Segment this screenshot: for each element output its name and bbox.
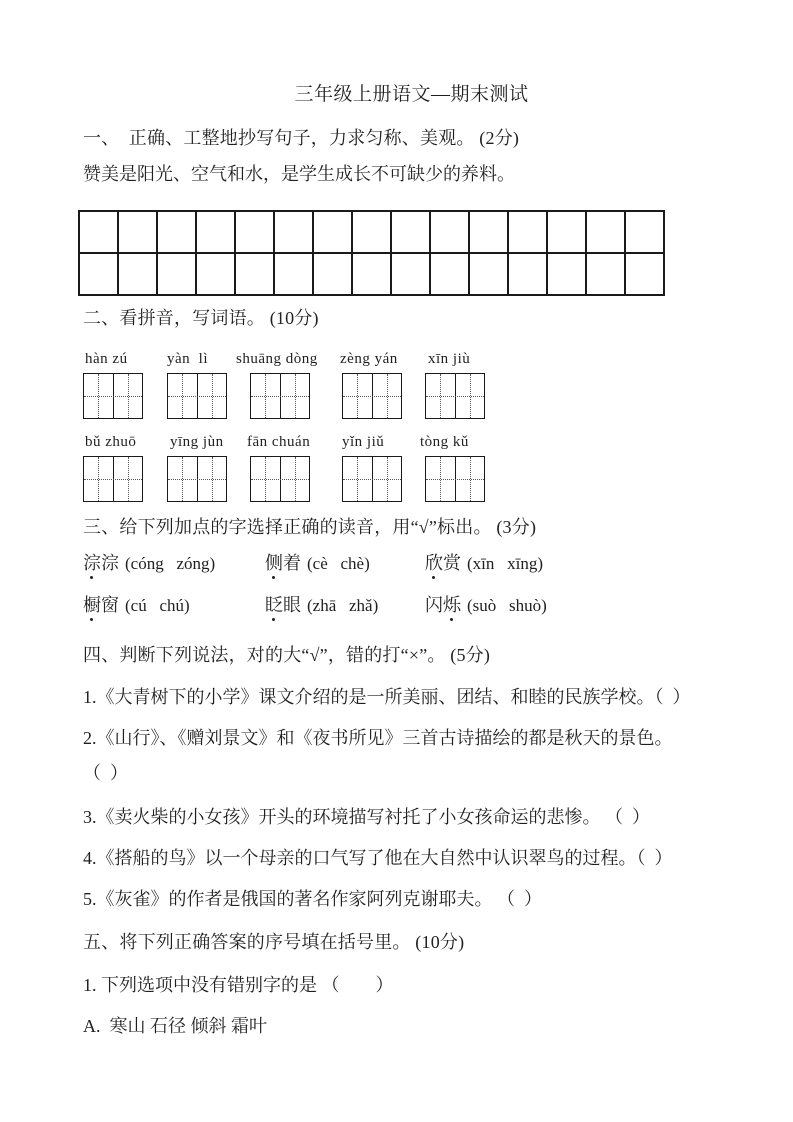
writing-cell bbox=[456, 374, 485, 418]
writing-boxes-row-2 bbox=[83, 456, 740, 503]
dotted-character: 烁 bbox=[443, 595, 461, 615]
copy-cell bbox=[118, 253, 157, 295]
writing-boxes-row-1 bbox=[83, 373, 740, 420]
writing-cell bbox=[168, 374, 198, 418]
writing-cell bbox=[373, 374, 402, 418]
true-false-item-1: 1.《大青树下的小学》课文介绍的是一所美丽、团结、和睦的民族学校。（ ） bbox=[83, 687, 691, 707]
sentence-copy-grid bbox=[78, 210, 665, 296]
pronunciation-options: (cú chú) bbox=[125, 596, 190, 615]
page-title: 三年级上册语文—期末测试 bbox=[294, 84, 529, 105]
pinyin-writing-box bbox=[83, 373, 143, 419]
copy-cell bbox=[79, 211, 118, 253]
copy-cell bbox=[508, 253, 547, 295]
writing-cell bbox=[84, 457, 114, 501]
writing-cell bbox=[114, 374, 143, 418]
target-word: 闪烁 bbox=[425, 595, 461, 615]
dotted-character: 欣 bbox=[425, 553, 443, 573]
copy-cell bbox=[430, 253, 469, 295]
target-word: 侧着 bbox=[265, 553, 301, 573]
pinyin-label: yīng jùn bbox=[170, 434, 224, 450]
target-word: 眨眼 bbox=[265, 595, 301, 615]
pronunciation-options: (suò shuò) bbox=[467, 596, 547, 615]
copy-cell bbox=[196, 253, 235, 295]
pinyin-writing-box bbox=[167, 456, 227, 502]
phonetic-item bbox=[425, 551, 543, 575]
pinyin-label: yǐn jiǔ bbox=[342, 434, 385, 450]
writing-cell bbox=[373, 457, 402, 501]
writing-cell bbox=[343, 374, 373, 418]
writing-cell bbox=[426, 374, 456, 418]
section1-heading: 一、 正确、工整地抄写句子，力求匀称、美观。 (2分) bbox=[83, 128, 520, 148]
writing-cell bbox=[456, 457, 485, 501]
writing-cell bbox=[198, 374, 227, 418]
copy-cell bbox=[625, 253, 664, 295]
pinyin-label: fān chuán bbox=[247, 434, 311, 450]
pinyin-label: hàn zú bbox=[85, 351, 128, 367]
phonetic-row-1 bbox=[83, 551, 740, 577]
pinyin-writing-box bbox=[342, 456, 402, 502]
writing-cell bbox=[281, 374, 310, 418]
true-false-item-2-answer-blank: （ ） bbox=[83, 763, 128, 783]
pinyin-writing-box bbox=[425, 456, 485, 502]
writing-cell bbox=[281, 457, 310, 501]
true-false-item-3: 3.《卖火柴的小女孩》开头的环境描写衬托了小女孩命运的悲惨。 （ ） bbox=[83, 807, 650, 827]
true-false-item-5: 5.《灰雀》的作者是俄国的著名作家阿列克谢耶夫。 （ ） bbox=[83, 889, 542, 909]
writing-cell bbox=[251, 374, 281, 418]
choice-option-a: A. 寒山 石径 倾斜 霜叶 bbox=[83, 1016, 267, 1036]
copy-cell bbox=[79, 253, 118, 295]
pinyin-label: shuāng dòng bbox=[236, 351, 318, 367]
phonetic-item bbox=[425, 593, 547, 617]
pinyin-label: zèng yán bbox=[340, 351, 398, 367]
section2-heading: 二、看拼音，写词语。 (10分) bbox=[83, 308, 319, 328]
copy-cell bbox=[157, 253, 196, 295]
writing-cell bbox=[114, 457, 143, 501]
true-false-item-4: 4.《搭船的鸟》以一个母亲的口气写了他在大自然中认识翠鸟的过程。（ ） bbox=[83, 848, 673, 868]
copy-cell bbox=[118, 211, 157, 253]
pinyin-writing-box bbox=[250, 373, 310, 419]
writing-cell bbox=[343, 457, 373, 501]
target-word: 欣赏 bbox=[425, 553, 461, 573]
copy-cell bbox=[196, 211, 235, 253]
pronunciation-options: (cè chè) bbox=[307, 554, 370, 573]
copy-cell bbox=[352, 253, 391, 295]
copy-cell bbox=[313, 253, 352, 295]
dotted-character: 侧 bbox=[265, 553, 283, 573]
pinyin-row-2 bbox=[83, 431, 740, 453]
copy-cell bbox=[274, 253, 313, 295]
copy-cell bbox=[391, 253, 430, 295]
pronunciation-options: (xīn xīng) bbox=[467, 554, 544, 573]
copy-cell bbox=[547, 253, 586, 295]
writing-cell bbox=[168, 457, 198, 501]
copy-cell bbox=[313, 211, 352, 253]
phonetic-row-2 bbox=[83, 593, 740, 619]
pinyin-writing-box bbox=[425, 373, 485, 419]
dotted-character: 眨 bbox=[265, 595, 283, 615]
copy-cell bbox=[430, 211, 469, 253]
pinyin-writing-box bbox=[167, 373, 227, 419]
pinyin-writing-box bbox=[250, 456, 310, 502]
copy-cell bbox=[235, 211, 274, 253]
section5-heading: 五、将下列正确答案的序号填在括号里。 (10分) bbox=[83, 932, 465, 952]
copy-cell bbox=[391, 211, 430, 253]
copy-cell bbox=[586, 211, 625, 253]
multiple-choice-question-1: 1. 下列选项中没有错别字的是 （ ） bbox=[83, 975, 394, 995]
pronunciation-options: (zhā zhǎ) bbox=[307, 596, 379, 615]
copy-cell bbox=[235, 253, 274, 295]
pinyin-label: bǔ zhuō bbox=[85, 434, 137, 450]
section1-sentence: 赞美是阳光、空气和水，是学生成长不可缺少的养料。 bbox=[83, 164, 515, 184]
section3-heading: 三、给下列加点的字选择正确的读音，用“√”标出。 (3分) bbox=[83, 517, 537, 537]
copy-cell bbox=[274, 211, 313, 253]
target-word: 淙淙 bbox=[83, 553, 119, 573]
copy-cell bbox=[625, 211, 664, 253]
pronunciation-options: (cóng zóng) bbox=[125, 554, 216, 573]
phonetic-item bbox=[83, 593, 190, 617]
phonetic-item bbox=[83, 551, 215, 575]
copy-cell bbox=[469, 253, 508, 295]
section4-heading: 四、判断下列说法，对的大“√”，错的打“×”。 (5分) bbox=[83, 645, 491, 665]
writing-cell bbox=[198, 457, 227, 501]
pinyin-label: xīn jiù bbox=[428, 351, 471, 367]
pinyin-label: tòng kǔ bbox=[420, 434, 469, 450]
copy-cell bbox=[547, 211, 586, 253]
copy-cell bbox=[469, 211, 508, 253]
copy-cell bbox=[352, 211, 391, 253]
true-false-item-2: 2.《山行》、《赠刘景文》和《夜书所见》三首古诗描绘的都是秋天的景色。 bbox=[83, 728, 673, 748]
pinyin-row-1 bbox=[83, 348, 740, 370]
writing-cell bbox=[426, 457, 456, 501]
phonetic-item bbox=[265, 551, 370, 575]
target-word: 橱窗 bbox=[83, 595, 119, 615]
copy-cell bbox=[508, 211, 547, 253]
copy-cell bbox=[157, 211, 196, 253]
pinyin-writing-box bbox=[83, 456, 143, 502]
pinyin-writing-box bbox=[342, 373, 402, 419]
pinyin-label: yàn lì bbox=[167, 351, 208, 367]
phonetic-item bbox=[265, 593, 378, 617]
writing-cell bbox=[84, 374, 114, 418]
writing-cell bbox=[251, 457, 281, 501]
copy-cell bbox=[586, 253, 625, 295]
dotted-character: 淙 bbox=[83, 553, 101, 573]
dotted-character: 橱 bbox=[83, 595, 101, 615]
